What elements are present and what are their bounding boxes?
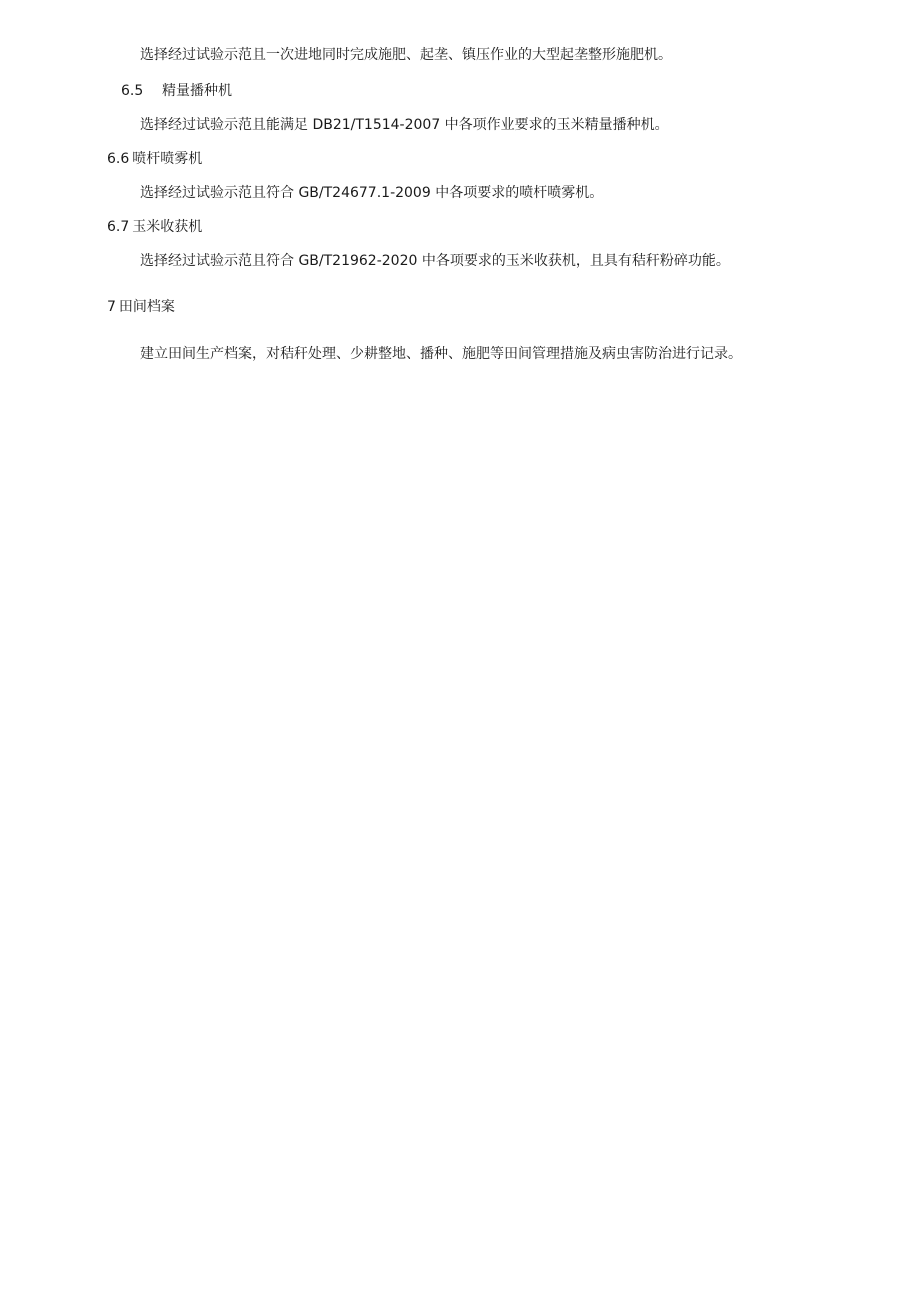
section-title: 精量播种机: [162, 83, 232, 99]
section-title: 玉米收获机: [132, 219, 203, 235]
section-title: 田间档案: [118, 299, 175, 315]
section-title: 喷杆喷雾机: [132, 151, 203, 167]
section-number: 7: [107, 299, 116, 315]
section-heading-7: [107, 297, 175, 317]
section-heading-6-5: [121, 81, 232, 101]
paragraph-precision-seeder: 选择经过试验示范且能满足 DB21/T1514-2007 中各项作业要求的玉米精量播种机。: [140, 117, 669, 133]
section-heading-6-6: [107, 149, 202, 169]
section-number: 6.7: [107, 219, 130, 235]
paragraph-boom-sprayer: 选择经过试验示范且符合 GB/T24677.1-2009 中各项要求的喷杆喷雾机。: [140, 185, 604, 201]
section-heading-6-7: [107, 217, 202, 237]
paragraph-ridging-fertilizer: 选择经过试验示范且一次进地同时完成施肥、起垄、镇压作业的大型起垄整形施肥机。: [140, 47, 672, 63]
paragraph-field-records: 建立田间生产档案，对秸秆处理、少耕整地、播种、施肥等田间管理措施及病虫害防治进行记录。: [140, 346, 742, 362]
section-number: 6.5: [121, 83, 144, 99]
section-number: 6.6: [107, 151, 130, 167]
paragraph-corn-harvester: 选择经过试验示范且符合 GB/T21962-2020 中各项要求的玉米收获机，且具有秸秆粉碎功能。: [140, 253, 730, 269]
